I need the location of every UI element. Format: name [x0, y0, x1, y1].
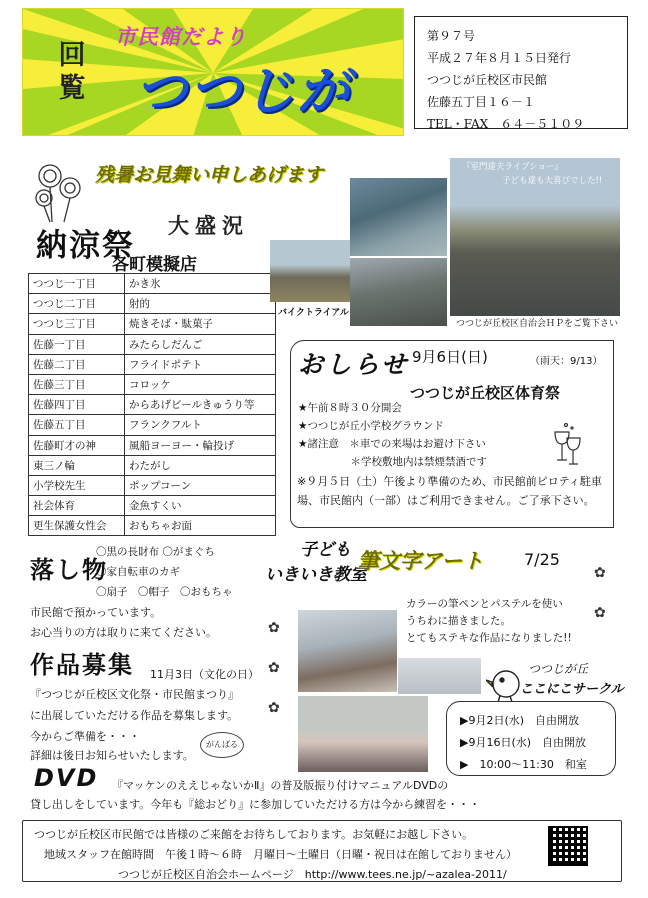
works-title: 作品募集 — [30, 651, 134, 679]
issue-date: 平成２７年８月１５日発行 — [427, 51, 572, 65]
stall-item: からあげビールきゅうり等 — [125, 395, 276, 415]
calligraphy-title: 筆文字アート — [358, 549, 484, 573]
sports-item: ＊学校敷地内は禁煙禁酒です — [298, 456, 487, 468]
table-row — [29, 455, 276, 475]
works-date: 11月3日（文化の日） — [150, 668, 259, 681]
issue-address: 佐藤五丁目１６－１ — [427, 95, 536, 109]
liveshow-caption-line: 子ども達も大喜びでした!! — [502, 176, 603, 186]
sports-date: 9月6日(日) — [412, 348, 488, 366]
calligraphy-photo-class — [298, 610, 397, 692]
stall-town: 佐藤二丁目 — [29, 354, 125, 374]
stall-item: 射的 — [125, 294, 276, 314]
works-line: 今からご準備を・・・ — [30, 730, 140, 743]
summer-greeting: 残暑お見舞い申しあげます — [95, 164, 324, 186]
calligraphy-description — [406, 596, 596, 647]
footer-line: 地域スタッフ在館時間 午後１時～６時 月曜日～土曜日（日曜・祝日は在館しておりません） — [44, 848, 517, 861]
homepage-caption: つつじが丘校区自治会ＨＰをご覧下さい — [456, 319, 619, 329]
stall-town: つつじ二丁目 — [29, 294, 125, 314]
table-row — [29, 294, 276, 314]
lost-item: 〇家自転車のカギ — [96, 566, 180, 578]
stall-town: 佐藤一丁目 — [29, 334, 125, 354]
stall-item: 焼きそば・駄菓子 — [125, 314, 276, 334]
stalls-table — [28, 273, 276, 536]
table-row — [29, 496, 276, 516]
table-row — [29, 435, 276, 455]
stall-town: 佐藤町才の神 — [29, 435, 125, 455]
stall-town: 佐藤五丁目 — [29, 415, 125, 435]
footer-line: つつじが丘校区市民館では皆様のご来館をお待ちしております。お気軽にお越し下さい。 — [34, 828, 474, 841]
liveshow-caption — [462, 160, 602, 188]
circle-title-line2: ここにこサークル — [520, 682, 624, 697]
table-row — [29, 334, 276, 354]
table-row — [29, 354, 276, 374]
cheer-badge: がんばる — [200, 732, 244, 758]
kairan-label — [53, 39, 91, 105]
flower-icon: ✿ — [594, 565, 606, 581]
works-line: に出展していただける作品を募集します。 — [30, 709, 239, 722]
calligraphy-desc-line: うちわに描きました。 — [406, 615, 511, 627]
table-row — [29, 395, 276, 415]
table-row — [29, 475, 276, 495]
festival-photo-stalls — [350, 258, 447, 326]
issue-publisher: つつじが丘校区市民館 — [427, 73, 548, 87]
dvd-title: DVD — [34, 764, 99, 792]
table-row — [29, 374, 276, 394]
stall-item: おもちゃお面 — [125, 516, 276, 536]
lost-item: 〇扇子 〇帽子 〇おもちゃ — [96, 586, 233, 598]
stall-item: 風船ヨーヨー・輪投げ — [125, 435, 276, 455]
calligraphy-photo-group — [298, 696, 428, 772]
flower-icon: ✿ — [268, 700, 280, 716]
wine-glasses-icon — [552, 420, 582, 468]
stall-town: 小学校先生 — [29, 475, 125, 495]
sports-rain-date: （雨天：9/13） — [530, 356, 603, 367]
stall-town: 社会体育 — [29, 496, 125, 516]
calligraphy-desc-line: とてもステキな作品になりました!! — [406, 632, 572, 644]
stall-item: ポップコーン — [125, 475, 276, 495]
table-row — [29, 516, 276, 536]
stall-item: わたがし — [125, 455, 276, 475]
kairan-char-1: 回 — [58, 40, 86, 71]
bike-caption: バイクトライアル — [278, 308, 349, 318]
calligraphy-photo-works — [398, 658, 481, 694]
sports-title: つつじが丘校区体育祭 — [410, 384, 561, 402]
class-title-line2: いきいき教室 — [265, 565, 367, 585]
festival-photo-children — [350, 178, 447, 256]
table-row — [29, 415, 276, 435]
table-row — [29, 274, 276, 294]
kairan-char-2: 覧 — [58, 73, 86, 104]
stall-town: 佐藤三丁目 — [29, 374, 125, 394]
lost-items-title: 落し物 — [30, 556, 108, 584]
flower-icon: ✿ — [594, 605, 606, 621]
bird-icon — [486, 658, 524, 702]
sunflower-icon — [28, 158, 88, 224]
sports-item: ★午前８時３０分開会 — [298, 402, 402, 414]
circle-schedule-item: ▶ 10:00～11:30 和室 — [460, 758, 587, 771]
stall-item: みたらしだんご — [125, 334, 276, 354]
dvd-line: 貸し出しをしています。今年も『総おどり』に参加していただける方は今から練習を・・・ — [30, 798, 481, 811]
festival-title: 納涼祭 — [36, 228, 135, 264]
newsletter-subtitle: 市民館だより — [115, 25, 247, 49]
issue-tel: TEL・FAX ６４－５１０９ — [427, 117, 585, 131]
sports-item: ★つつじが丘小学校グラウンド — [298, 420, 444, 432]
liveshow-caption-line: 『室門達夫ライブショー』 — [462, 162, 563, 172]
circle-schedule-item: ▶9月2日(水) 自由開放 — [460, 714, 580, 727]
table-row — [29, 314, 276, 334]
stall-town: 佐藤四丁目 — [29, 395, 125, 415]
flower-icon: ✿ — [268, 660, 280, 676]
notice-heading: おしらせ — [298, 350, 410, 379]
sports-item: ★諸注意 ＊車での来場はお避け下さい — [298, 438, 486, 450]
sports-parking-note: ※９月５日（土）午後より準備のため、市民館前ピロティ駐車場、市民館内（一部）はご利用できません。ご了承下さい。 — [297, 475, 602, 507]
stall-town: つつじ三丁目 — [29, 314, 125, 334]
footer-homepage[interactable]: つつじが丘校区自治会ホームページ http://www.tees.ne.jp/~azalea-2011/ — [118, 868, 507, 881]
issue-number: 第９７号 — [427, 29, 476, 43]
calligraphy-date: 7/25 — [524, 550, 560, 569]
stall-item: フランクフルト — [125, 415, 276, 435]
dvd-line: 『マッケンのええじゃないかⅡ』の普及版振り付けマニュアルDVDの — [112, 779, 449, 792]
stall-town: 東三ノ輪 — [29, 455, 125, 475]
lost-note: お心当りの方は取りに来てください。 — [30, 626, 217, 639]
calligraphy-desc-line: カラーの筆ペンとパステルを使い — [406, 598, 563, 610]
stall-item: コロッケ — [125, 374, 276, 394]
circle-title-line1: つつじが丘 — [528, 662, 589, 676]
stall-item: フライドポテト — [125, 354, 276, 374]
flower-icon: ✿ — [268, 620, 280, 636]
qr-code-icon[interactable] — [548, 826, 588, 866]
stall-town: つつじ一丁目 — [29, 274, 125, 294]
lost-note: 市民館で預かっています。 — [30, 606, 162, 619]
works-line: 詳細は後日お知らせいたします。 — [30, 749, 194, 762]
stall-item: 金魚すくい — [125, 496, 276, 516]
festival-subtitle: 大盛況 — [168, 214, 249, 238]
stalls-title: 各町模擬店 — [112, 255, 197, 275]
class-title-line1: 子ども — [300, 540, 351, 560]
issue-info — [414, 16, 628, 129]
festival-photo-bike — [270, 240, 350, 302]
stall-item: かき氷 — [125, 274, 276, 294]
lost-item: 〇黒の長財布 〇がまぐち — [96, 546, 215, 558]
newsletter-title: つつじが — [135, 62, 352, 122]
stall-town: 更生保護女性会 — [29, 516, 125, 536]
works-line: 『つつじが丘校区文化祭・市民館まつり』 — [30, 688, 239, 701]
circle-schedule-item: ▶9月16日(水) 自由開放 — [460, 736, 587, 749]
header-banner — [22, 8, 404, 136]
